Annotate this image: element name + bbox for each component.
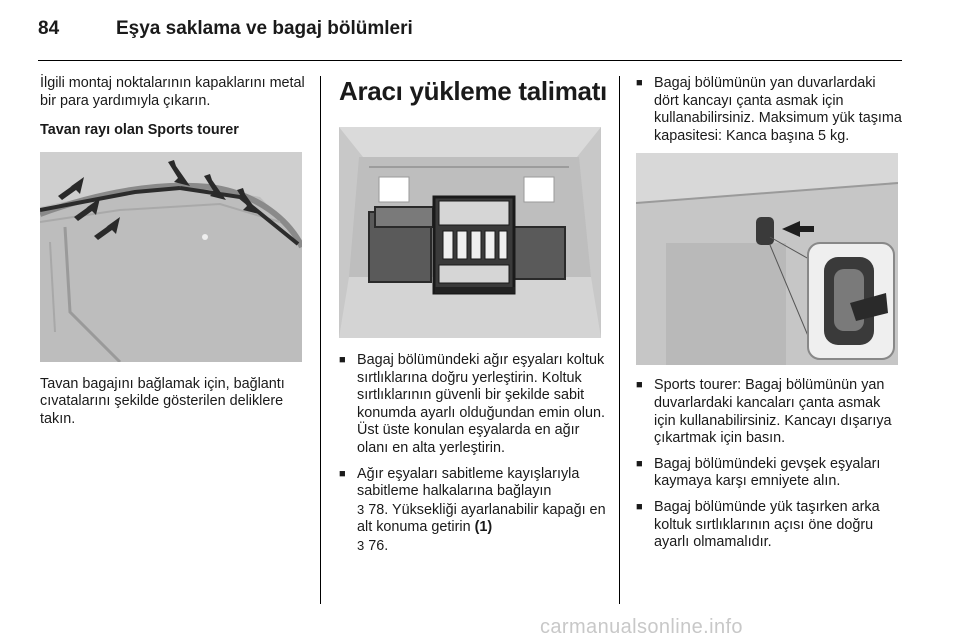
- list-item-text: Bagaj bölümündeki ağır eşyaları koltuk sırtlıklarına doğru yerleştirin. Koltuk sırtlıklarının güvenli bir şekilde sabit konumda ayarlı olduğundan emin olun. Üst üste konulan eşyalarda en ağır olanı en alta yerleştirin.: [357, 352, 606, 456]
- hooks-list-bottom: [636, 377, 904, 551]
- page-header: [38, 18, 900, 54]
- reference-arrow-icon: 3: [357, 537, 365, 553]
- page-reference-link[interactable]: 76: [368, 537, 385, 554]
- list-item-text: Bagaj bölümünde yük taşırken arka koltuk sırtlıklarının açısı öne doğru ayarlı olmamalıdır.: [654, 498, 880, 551]
- section-heading: Aracı yükleme talimatı: [339, 76, 607, 106]
- column-divider-1: [320, 76, 321, 604]
- bullet-icon: ■: [636, 500, 643, 513]
- roof-rack-caption: Tavan bagajını bağlamak için, bağlantı cıvatalarını şekilde gösterilen deliklere takın.: [40, 375, 285, 427]
- loading-figure: [339, 127, 601, 338]
- list-item-text: Bagaj bölümündeki gevşek eşyaları kaymaya karşı emniyete alın.: [654, 455, 881, 490]
- bullet-icon: ■: [339, 354, 346, 366]
- list-item-text: Sports tourer: Bagaj bölümünün yan duvarlardaki kancaları çanta asmak için kullanabilirsiniz. Kancayı dışarıya çıkartmak için basın.: [654, 377, 892, 447]
- loading-instructions-list: [339, 352, 607, 556]
- subheading-roof-rail: Tavan rayı olan Sports tourer: [40, 122, 239, 139]
- list-item: [636, 75, 904, 145]
- list-item-text-a: Ağır eşyaları sabitleme kayışlarıyla sabitleme halkalarına bağlayın: [357, 465, 580, 500]
- list-item: [636, 456, 904, 491]
- position-callout: (1): [474, 519, 493, 536]
- column-3: [636, 75, 904, 560]
- bullet-icon: ■: [636, 77, 643, 89]
- header-rule: [38, 60, 902, 61]
- list-item-text-b: . Yüksekliği ayarlanabilir kapağı en alt konuma getirin: [357, 501, 606, 536]
- page-title: Eşya saklama ve bagaj bölümleri: [116, 18, 413, 39]
- column-1: [40, 75, 308, 429]
- list-item: [339, 466, 607, 556]
- bullet-icon: ■: [636, 457, 643, 470]
- bag-hook-figure: [636, 153, 898, 365]
- watermark: carmanualsonline.info: [540, 616, 743, 638]
- bullet-icon: ■: [636, 379, 643, 392]
- column-2: [339, 75, 607, 564]
- bullet-icon: ■: [339, 467, 346, 480]
- page-reference-link[interactable]: 78: [368, 501, 385, 518]
- hooks-list-top: [636, 75, 904, 145]
- list-item: [636, 499, 904, 552]
- roof-rail-figure: [40, 152, 302, 362]
- column-divider-2: [619, 76, 620, 604]
- intro-paragraph: İlgili montaj noktalarının kapaklarını metal bir para yardımıyla çıkarın.: [40, 75, 305, 109]
- list-item: [636, 377, 904, 447]
- page-number: 84: [38, 18, 60, 39]
- list-item-text-c: .: [384, 537, 389, 554]
- reference-arrow-icon: 3: [357, 501, 365, 517]
- list-item: [339, 352, 607, 458]
- list-item-text: Bagaj bölümünün yan duvarlardaki dört kancayı çanta asmak için kullanabilirsiniz. Maksimum yük taşıma kapasitesi: Kanca başına 5 kg.: [654, 75, 902, 144]
